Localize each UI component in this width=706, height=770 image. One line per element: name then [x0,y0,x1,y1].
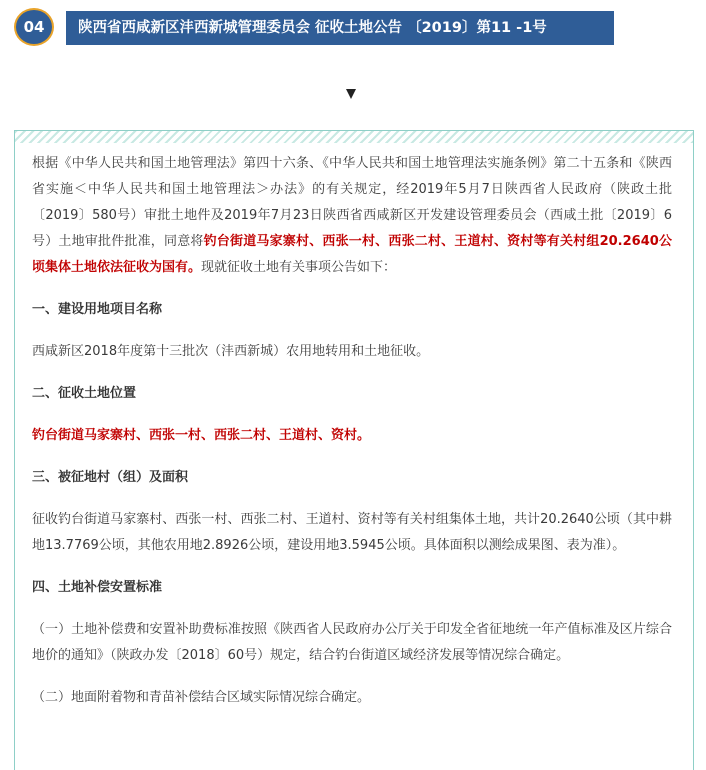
section-header [14,8,614,48]
intro-highlight: 钓台街道马家寨村、西张一村、西张二村、王道村、资村等有关村组20.2640公顷集体土地依法征收为国有。 [32,234,672,275]
frame-pattern-border [15,131,693,143]
section3-text: 征收钓台街道马家寨村、西张一村、西张二村、王道村、资村等有关村组集体土地，共计20.2640公顷（其中耕地13.7769公顷，其他农用地2.8926公顷，建设用地3.5945公顷。具体面积以测绘成果图、表为准）。 [32,512,672,553]
intro-text-end: 现就征收土地有关事项公告如下： [201,260,397,275]
announcement-content [32,151,672,711]
intro-paragraph [32,151,672,281]
section3-heading: 三、被征地村（组）及面积 [32,470,189,485]
section1-text: 西咸新区2018年度第十三批次（沣西新城）农用地转用和土地征收。 [32,344,430,359]
section1-heading: 一、建设用地项目名称 [32,302,163,317]
section2-text: 钓台街道马家寨村、西张一村、西张二村、王道村、资村。 [32,428,371,443]
down-triangle-icon [346,89,356,99]
section4-heading: 四、土地补偿安置标准 [32,580,163,595]
section4-item1: （一）土地补偿费和安置补助费标准按照《陕西省人民政府办公厅关于印发全省征地统一年产值标准及区片综合地价的通知》（陕政办发〔2018〕60号）规定，结合钓台街道区域经济发展等情况综合确定。 [32,622,672,663]
intro-text: 根据《中华人民共和国土地管理法》第四十六条、《中华人民共和国土地管理法实施条例》第二十五条和《陕西省实施＜中华人民共和国土地管理法＞办法》的有关规定，经2019年5月7日陕西省人民政府（陕政土批〔2019〕580号）审批土地件及2019年7月23日陕西省西咸新区开发建设管理委员会（西咸土批〔2019〕6号）土地审批件批准，同意将 [32,156,672,249]
section2-heading: 二、征收土地位置 [32,386,137,401]
section-title: 陕西省西咸新区沣西新城管理委员会 征收土地公告 〔2019〕第11 -1号 [66,11,614,45]
announcement-frame [14,130,694,770]
section4-item2: （二）地面附着物和青苗补偿结合区域实际情况综合确定。 [32,690,371,705]
section-number-badge: 04 [14,8,54,46]
